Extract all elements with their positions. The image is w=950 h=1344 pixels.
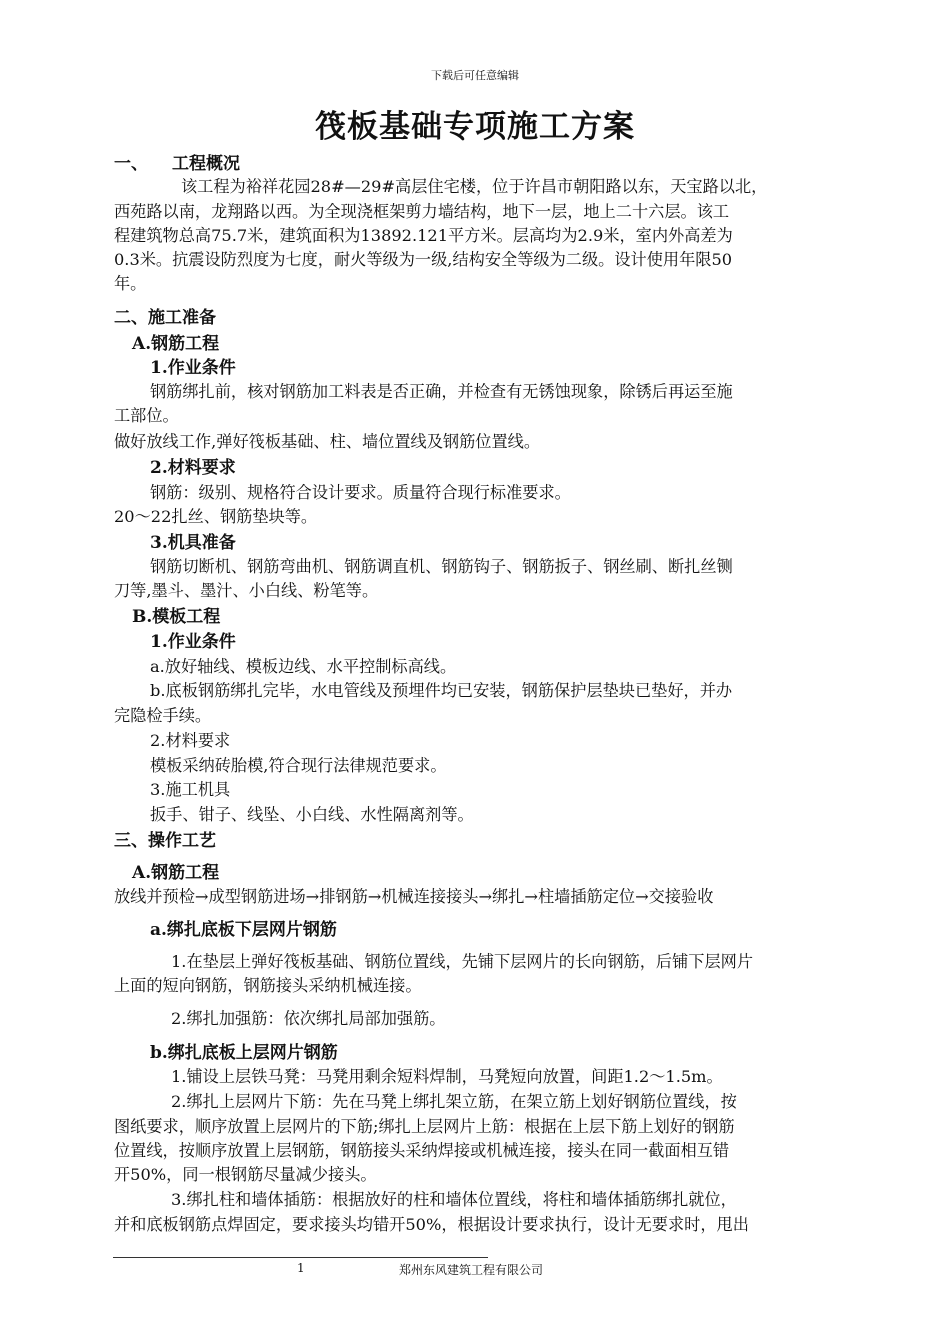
paragraph-line: a.放好轴线、模板边线、水平控制标高线。 <box>150 657 457 676</box>
paragraph-line: 做好放线工作,弹好筏板基础、柱、墙位置线及钢筋位置线。 <box>114 432 541 451</box>
section-2-heading: 二、施工准备 <box>114 308 216 328</box>
page-number: 1 <box>297 1261 305 1275</box>
paragraph-line: 完隐检手续。 <box>114 706 212 725</box>
paragraph-line: 2.绑扎加强筋：依次绑扎局部加强筋。 <box>171 1009 446 1028</box>
paragraph-line: 钢筋切断机、钢筋弯曲机、钢筋调直机、钢筋钩子、钢筋扳子、钢丝刷、断扎丝铡 <box>150 557 733 576</box>
footer-company: 郑州东风建筑工程有限公司 <box>399 1263 544 1277</box>
paragraph-line: 20～22扎丝、钢筋垫块等。 <box>114 507 318 526</box>
section-1-number: 一、 <box>114 154 148 174</box>
step-heading: a.绑扎底板下层网片钢筋 <box>150 920 337 940</box>
overview-line: 该工程为裕祥花园28#—29#高层住宅楼，位于许昌市朝阳路以东，天宝路以北， <box>181 177 768 196</box>
paragraph-line: b.底板钢筋绑扎完毕，水电管线及预埋件均已安装，钢筋保护层垫块已垫好，并办 <box>150 681 733 700</box>
paragraph-line: 工部位。 <box>114 406 179 425</box>
item-heading: 1.作业条件 <box>150 358 236 378</box>
step-heading: b.绑扎底板上层网片钢筋 <box>150 1043 338 1063</box>
item-heading: 3.机具准备 <box>150 533 236 553</box>
overview-line: 0.3米。抗震设防烈度为七度，耐火等级为一级,结构安全等级为二级。设计使用年限50 <box>114 250 733 269</box>
paragraph-line: 模板采纳砖胎模,符合现行法律规范要求。 <box>150 756 447 775</box>
paragraph-line: 3.绑扎柱和墙体插筋：根据放好的柱和墙体位置线，将柱和墙体插筋绑扎就位， <box>171 1190 737 1209</box>
overview-line: 年。 <box>114 274 147 293</box>
section-1-heading: 工程概况 <box>172 154 240 174</box>
paragraph-line: 1.铺设上层铁马凳：马凳用剩余短料焊制，马凳短向放置，间距1.2～1.5m。 <box>171 1067 723 1086</box>
paragraph-line: 扳手、钳子、线坠、小白线、水性隔离剂等。 <box>150 805 474 824</box>
paragraph-line: 钢筋绑扎前，核对钢筋加工料表是否正确，并检查有无锈蚀现象，除锈后再运至施 <box>150 382 733 401</box>
overview-line: 程建筑物总高75.7米，建筑面积为13892.121平方米。层高均为2.9米，室内外高差为 <box>114 226 733 245</box>
item-heading: 2.材料要求 <box>150 458 236 478</box>
subsection-heading: A.钢筋工程 <box>132 334 220 354</box>
item-heading: 1.作业条件 <box>150 632 236 652</box>
paragraph-line: 图纸要求，顺序放置上层网片的下筋;绑扎上层网片上筋：根据在上层下筋上划好的钢筋 <box>114 1117 735 1136</box>
paragraph-line: 并和底板钢筋点焊固定，要求接头均错开50%，根据设计要求执行，设计无要求时，甩出 <box>114 1215 749 1234</box>
overview-line: 西苑路以南，龙翔路以西。为全现浇框架剪力墙结构，地下一层，地上二十六层。该工 <box>114 202 730 221</box>
paragraph-line: 位置线，按顺序放置上层钢筋，钢筋接头采纳焊接或机械连接，接头在同一截面相互错 <box>114 1141 730 1160</box>
document-title: 筏板基础专项施工方案 <box>315 109 635 145</box>
header-note: 下载后可任意编辑 <box>431 69 519 82</box>
paragraph-line: 开50%，同一根钢筋尽量减少接头。 <box>114 1165 377 1184</box>
item-heading-plain: 2.材料要求 <box>150 731 231 750</box>
footer-divider <box>113 1257 488 1258</box>
subsection-heading: A.钢筋工程 <box>132 863 220 883</box>
subsection-heading: B.模板工程 <box>132 607 221 627</box>
paragraph-line: 刀等,墨斗、墨汁、小白线、粉笔等。 <box>114 581 379 600</box>
item-heading-plain: 3.施工机具 <box>150 780 231 799</box>
paragraph-line: 2.绑扎上层网片下筋：先在马凳上绑扎架立筋，在架立筋上划好钢筋位置线，按 <box>171 1092 737 1111</box>
process-flow: 放线并预检→成型钢筋进场→排钢筋→机械连接接头→绑扎→柱墙插筋定位→交接验收 <box>114 887 714 906</box>
paragraph-line: 1.在垫层上弹好筏板基础、钢筋位置线，先铺下层网片的长向钢筋，后铺下层网片 <box>171 952 754 971</box>
section-3-heading: 三、操作工艺 <box>114 831 216 851</box>
paragraph-line: 钢筋：级别、规格符合设计要求。质量符合现行标准要求。 <box>150 483 571 502</box>
paragraph-line: 上面的短向钢筋，钢筋接头采纳机械连接。 <box>114 976 422 995</box>
